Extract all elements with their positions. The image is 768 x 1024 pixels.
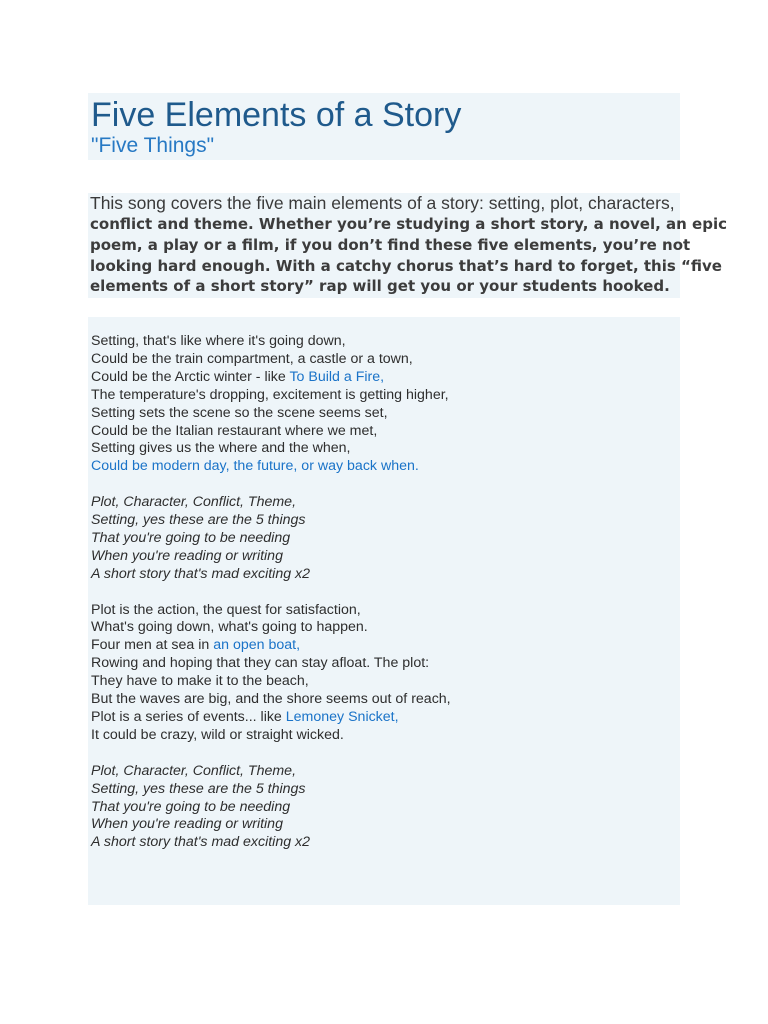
chorus-line: Plot, Character, Conflict, Theme, bbox=[91, 494, 297, 511]
lyric-line: Setting sets the scene so the scene seems set, bbox=[91, 404, 388, 421]
lyric-line: They have to make it to the beach, bbox=[91, 673, 309, 690]
lyrics-panel bbox=[88, 317, 680, 905]
lyric-line: But the waves are big, and the shore seems out of reach, bbox=[91, 691, 451, 708]
intro-line: elements of a short story” rap will get you or your students hooked. bbox=[90, 277, 670, 296]
chorus-line: Setting, yes these are the 5 things bbox=[91, 512, 306, 529]
lyric-line bbox=[91, 709, 451, 727]
intro-line: conflict and theme. Whether you’re studying a short story, a novel, an epic bbox=[90, 215, 727, 233]
lyric-line: What's going down, what's going to happen. bbox=[91, 619, 368, 636]
chorus-line: That you're going to be needing bbox=[91, 529, 291, 546]
intro-line: looking hard enough. With a catchy chorus that’s hard to forget, this “five bbox=[90, 256, 722, 275]
an-open-boat-link[interactable]: an open boat, bbox=[213, 637, 301, 654]
header-panel bbox=[88, 93, 680, 160]
lyric-text: Could be the Arctic winter - like bbox=[91, 368, 290, 385]
lyric-line: Setting gives us the where and the when, bbox=[91, 440, 351, 457]
chorus-line: A short story that's mad exciting x2 bbox=[91, 565, 311, 582]
lyric-line: It could be crazy, wild or straight wicked. bbox=[91, 726, 344, 743]
chorus-line: That you're going to be needing bbox=[91, 798, 291, 815]
lyric-line: Plot is the action, the quest for satisfaction, bbox=[91, 601, 361, 618]
chorus-line: Plot, Character, Conflict, Theme, bbox=[91, 762, 297, 779]
lemoney-snicket-link[interactable]: Lemoney Snicket, bbox=[285, 709, 399, 725]
lyric-line: Could be the Italian restaurant where we met, bbox=[91, 422, 378, 439]
chorus-line: When you're reading or writing bbox=[91, 547, 283, 564]
intro-body bbox=[90, 214, 727, 297]
lyric-text: Four men at sea in bbox=[91, 637, 214, 654]
lyric-line bbox=[91, 637, 451, 655]
page-title: Five Elements of a Story bbox=[91, 96, 462, 134]
chorus-line: When you're reading or writing bbox=[91, 816, 283, 833]
modern-day-link[interactable]: Could be modern day, the future, or way back when. bbox=[91, 458, 419, 475]
lyric-line bbox=[91, 369, 451, 387]
page-subtitle: "Five Things" bbox=[91, 134, 215, 157]
lyric-line: The temperature's dropping, excitement is getting higher, bbox=[91, 386, 449, 403]
lyric-text: Plot is a series of events... like bbox=[91, 709, 286, 725]
lyric-line: Setting, that's like where it's going down, bbox=[91, 333, 346, 349]
chorus-line: A short story that's mad exciting x2 bbox=[91, 834, 311, 851]
lyric-line: Could be the train compartment, a castle or a town, bbox=[91, 350, 413, 367]
intro-panel bbox=[88, 193, 727, 298]
lyric-line: Rowing and hoping that they can stay afloat. The plot: bbox=[91, 655, 430, 672]
to-build-a-fire-link[interactable]: To Build a Fire, bbox=[289, 368, 385, 385]
chorus-line: Setting, yes these are the 5 things bbox=[91, 780, 306, 797]
lyrics-text bbox=[91, 333, 451, 852]
intro-lead-text: This song covers the five main elements of a story: setting, plot, characters, bbox=[90, 193, 675, 213]
intro-line: poem, a play or a film, if you don’t find these five elements, you’re not bbox=[90, 235, 691, 254]
